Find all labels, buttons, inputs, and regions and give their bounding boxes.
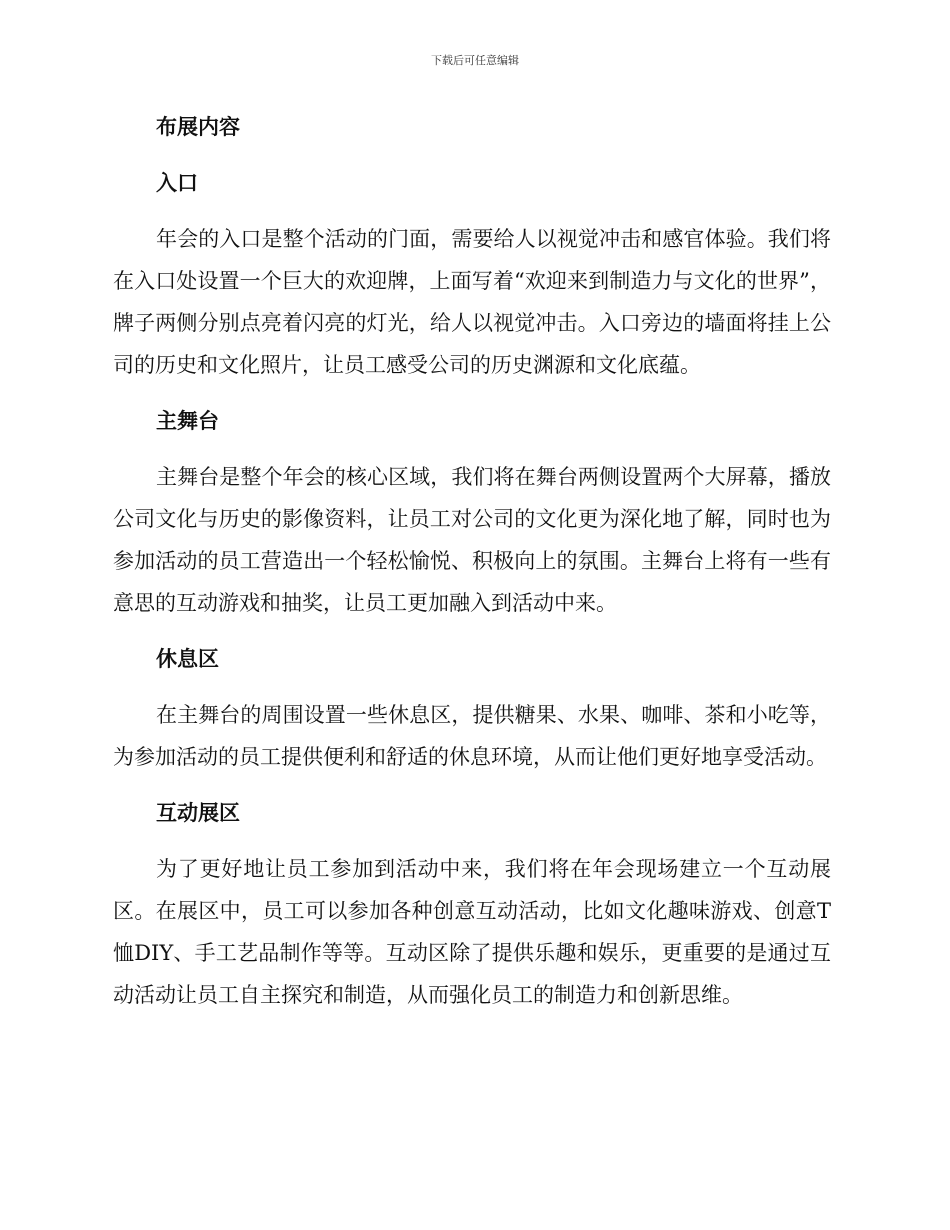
section-heading-main-stage: 主舞台	[156, 409, 219, 433]
section-text-main-stage: 主舞台是整个年会的核心区域，我们将在舞台两侧设置两个大屏幕，播放公司文化与历史的影像资料，让员工对公司的文化更为深化地了解，同时也为参加活动的员工营造出一个轻松愉悦、积极向上的氛围。主舞台上将有一些有意思的互动游戏和抽奖，让员工更加融入到活动中来。	[113, 465, 831, 615]
page-header-note: 下载后可任意编辑	[431, 54, 519, 67]
document-body	[113, 106, 831, 1030]
document-title: 布展内容	[156, 115, 240, 139]
section-text-interactive-area: 为了更好地让员工参加到活动中来，我们将在年会现场建立一个互动展区。在展区中，员工可以参加各种创意互动活动，比如文化趣味游戏、创意T恤DIY、手工艺品制作等等。互动区除了提供乐趣和娱乐，更重要的是通过互动活动让员工自主探究和制造，从而强化员工的制造力和创新思维。	[113, 857, 831, 1007]
section-heading-entrance: 入口	[156, 171, 198, 195]
section-heading-interactive-area: 互动展区	[156, 801, 240, 825]
section-text-entrance: 年会的入口是整个活动的门面，需要给人以视觉冲击和感官体验。我们将在入口处设置一个巨大的欢迎牌，上面写着“欢迎来到制造力与文化的世界”，牌子两侧分别点亮着闪亮的灯光，给人以视觉冲击。入口旁边的墙面将挂上公司的历史和文化照片，让员工感受公司的历史渊源和文化底蕴。	[113, 227, 831, 377]
section-text-rest-area: 在主舞台的周围设置一些休息区，提供糖果、水果、咖啡、茶和小吃等，为参加活动的员工提供便利和舒适的休息环境，从而让他们更好地享受活动。	[113, 703, 831, 769]
section-heading-rest-area: 休息区	[156, 647, 219, 671]
